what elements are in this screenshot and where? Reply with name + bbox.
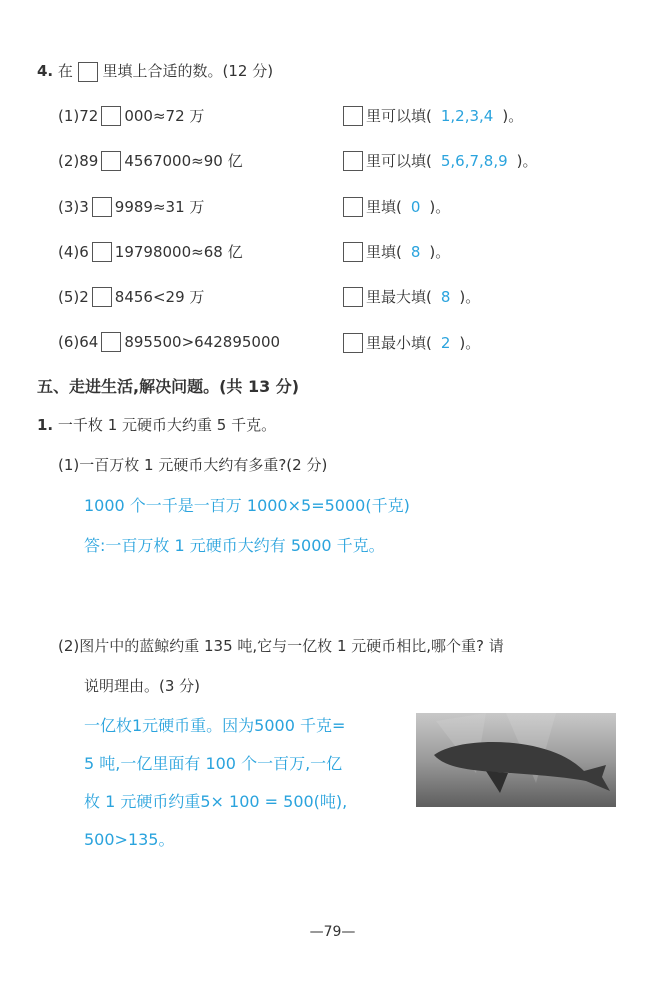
sub2-question-line2: 说明理由。(3 分) [84, 677, 201, 695]
q4-prefix: 在 [57, 62, 73, 80]
row-answer: 2 [440, 333, 451, 352]
row-answer: 5,6,7,8,9 [440, 151, 508, 170]
row-label: 里可以填( [366, 152, 432, 170]
section-title: 五、走进生活,解决问题。(共 13 分) [37, 377, 300, 396]
answer-box [78, 62, 98, 82]
answer-box [343, 197, 363, 217]
q4-row-left [58, 150, 243, 171]
answer-box [343, 151, 363, 171]
row-expression: 4567000≈90 亿 [124, 152, 243, 170]
answer-box [101, 151, 121, 171]
sub1-question: (1)一百万枚 1 元硬币大约有多重?(2 分) [58, 456, 328, 474]
answer-box [101, 332, 121, 352]
row-number: (3)3 [58, 197, 89, 216]
row-number: (5)2 [58, 287, 89, 306]
whale-illustration [416, 713, 616, 807]
row-answer: 8 [410, 242, 421, 261]
q4-suffix: 里填上合适的数。(12 分) [102, 62, 274, 80]
row-expression: 8456<29 万 [114, 288, 205, 306]
row-close: )。 [502, 107, 524, 125]
row-number: (2)89 [58, 151, 99, 170]
row-answer: 1,2,3,4 [440, 106, 494, 125]
q4-row-left [58, 241, 243, 262]
sub2-answer-line: 500>135。 [84, 830, 175, 849]
row-label: 里填( [366, 243, 402, 261]
row-expression: 000≈72 万 [124, 107, 205, 125]
answer-box [92, 197, 112, 217]
q1-text: 一千枚 1 元硬币大约重 5 千克。 [57, 416, 277, 434]
q4-row-right [343, 332, 480, 353]
q4-header [37, 60, 273, 82]
row-label: 里可以填( [366, 107, 432, 125]
row-close: )。 [459, 334, 481, 352]
sub2-question-line1: (2)图片中的蓝鲸约重 135 吨,它与一亿枚 1 元硬币相比,哪个重? 请 [58, 637, 504, 655]
row-close: )。 [429, 198, 451, 216]
row-answer: 0 [410, 197, 421, 216]
sub2-answer-line: 5 吨,一亿里面有 100 个一百万,一亿 [84, 754, 343, 773]
row-label: 里最大填( [366, 288, 432, 306]
row-number: (4)6 [58, 242, 89, 261]
row-answer: 8 [440, 287, 451, 306]
row-number: (1)72 [58, 106, 99, 125]
row-expression: 9989≈31 万 [114, 198, 205, 216]
row-close: )。 [429, 243, 451, 261]
row-label: 里最小填( [366, 334, 432, 352]
answer-box [343, 333, 363, 353]
answer-box [101, 106, 121, 126]
q4-row-right [343, 286, 480, 307]
sub2-answer-line: 枚 1 元硬币约重5× 100 = 500(吨), [84, 792, 348, 811]
page-number: —79— [309, 924, 356, 940]
blue-whale-image [416, 713, 616, 807]
answer-box [343, 106, 363, 126]
q1-number: 1. [37, 416, 54, 434]
answer-box [92, 287, 112, 307]
row-expression: 895500>642895000 [124, 333, 281, 351]
row-expression: 19798000≈68 亿 [114, 243, 243, 261]
answer-box [343, 242, 363, 262]
q4-row-right [343, 196, 450, 217]
q4-row-right [343, 241, 450, 262]
row-close: )。 [516, 152, 538, 170]
q4-row-right [343, 150, 538, 171]
q4-row-left [58, 332, 280, 352]
row-close: )。 [459, 288, 481, 306]
q4-row-left [58, 196, 204, 217]
q4-row-left [58, 105, 204, 126]
sub1-answer-line1: 1000 个一千是一百万 1000×5=5000(千克) [84, 496, 410, 515]
row-number: (6)64 [58, 333, 99, 351]
answer-box [343, 287, 363, 307]
q4-number: 4. [37, 62, 54, 80]
q1-line [37, 414, 276, 435]
sub1-answer-line2: 答:一百万枚 1 元硬币大约有 5000 千克。 [84, 536, 385, 555]
sub2-answer [84, 707, 347, 859]
q4-row-left [58, 286, 204, 307]
row-label: 里填( [366, 198, 402, 216]
sub2-answer-line: 一亿枚1元硬币重。因为5000 千克= [84, 716, 346, 735]
q4-row-right [343, 105, 523, 126]
answer-box [92, 242, 112, 262]
